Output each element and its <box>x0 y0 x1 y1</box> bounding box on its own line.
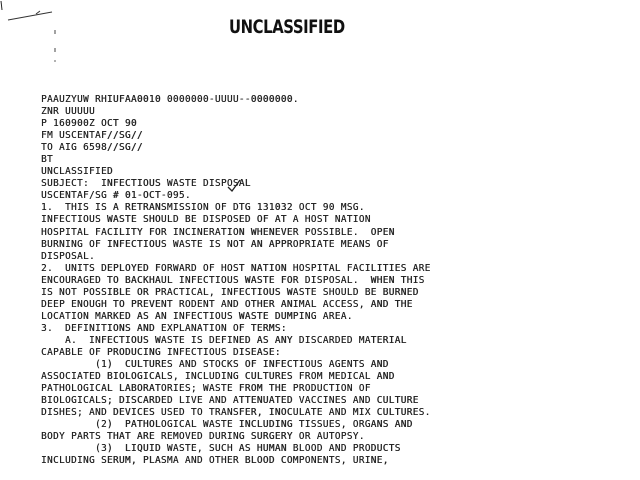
body-line: BIOLOGICALS; DISCARDED LIVE AND ATTENUATED VACCINES AND CULTURE <box>41 395 419 407</box>
body-line: ASSOCIATED BIOLOGICALS, INCLUDING CULTURES FROM MEDICAL AND <box>41 371 395 383</box>
routing-line: PAAUZYUW RHIUFAA0010 0000000-UUUU--0000000. <box>41 94 299 105</box>
handwritten-check-mark <box>226 178 242 194</box>
body-line: 3. DEFINITIONS AND EXPLANATION OF TERMS: <box>41 322 287 334</box>
body-line: A. INFECTIOUS WASTE IS DEFINED AS ANY DISCARDED MATERIAL <box>41 334 407 346</box>
date-time-group: P 160900Z OCT 90 <box>41 118 137 130</box>
body-line: IS NOT POSSIBLE OR PRACTICAL, INFECTIOUS WASTE SHOULD BE BURNED <box>41 286 419 298</box>
body-line: DISPOSAL. <box>41 250 95 262</box>
body-line: BODY PARTS THAT ARE REMOVED DURING SURGERY OR AUTOPSY. <box>41 431 365 443</box>
body-line: 1. THIS IS A RETRANSMISSION OF DTG 131032 OCT 90 MSG. <box>41 202 365 214</box>
break-line: BT <box>41 154 53 166</box>
to-line: TO AIG 6598//SG// <box>41 142 143 154</box>
body-line: CAPABLE OF PRODUCING INFECTIOUS DISEASE: <box>41 346 281 358</box>
classification-header: UNCLASSIFIED <box>229 16 345 38</box>
body-line: ENCOURAGED TO BACKHAUL INFECTIOUS WASTE FOR DISPOSAL. WHEN THIS <box>41 274 425 286</box>
body-line: HOSPITAL FACILITY FOR INCINERATION WHENEVER POSSIBLE. OPEN <box>41 226 395 238</box>
margin-pen-marks <box>0 0 120 100</box>
from-line: FM USCENTAF//SG// <box>41 130 143 142</box>
reference-line: USCENTAF/SG # 01-OCT-095. <box>41 190 191 202</box>
body-line: DISHES; AND DEVICES USED TO TRANSFER, INOCULATE AND MIX CULTURES. <box>41 407 431 419</box>
body-line: INFECTIOUS WASTE SHOULD BE DISPOSED OF AT A HOST NATION <box>41 214 371 226</box>
body-line: PATHOLOGICAL LABORATORIES; WASTE FROM THE PRODUCTION OF <box>41 383 371 395</box>
message-body <box>41 94 640 467</box>
classification-line: UNCLASSIFIED <box>41 166 113 178</box>
body-line: (3) LIQUID WASTE, SUCH AS HUMAN BLOOD AND PRODUCTS <box>41 443 401 455</box>
body-line: 2. UNITS DEPLOYED FORWARD OF HOST NATION HOSPITAL FACILITIES ARE <box>41 262 431 274</box>
body-line: LOCATION MARKED AS AN INFECTIOUS WASTE DUMPING AREA. <box>41 310 353 322</box>
subject-line: SUBJECT: INFECTIOUS WASTE DISPOSAL <box>41 178 251 190</box>
body-line: INCLUDING SERUM, PLASMA AND OTHER BLOOD COMPONENTS, URINE, <box>41 455 389 467</box>
body-line: DEEP ENOUGH TO PREVENT RODENT AND OTHER ANIMAL ACCESS, AND THE <box>41 298 413 310</box>
routing-line: ZNR UUUUU <box>41 106 95 118</box>
body-line: (1) CULTURES AND STOCKS OF INFECTIOUS AGENTS AND <box>41 359 389 371</box>
body-line: (2) PATHOLOGICAL WASTE INCLUDING TISSUES, ORGANS AND <box>41 419 413 431</box>
body-line: BURNING OF INFECTIOUS WASTE IS NOT AN APPROPRIATE MEANS OF <box>41 238 389 250</box>
